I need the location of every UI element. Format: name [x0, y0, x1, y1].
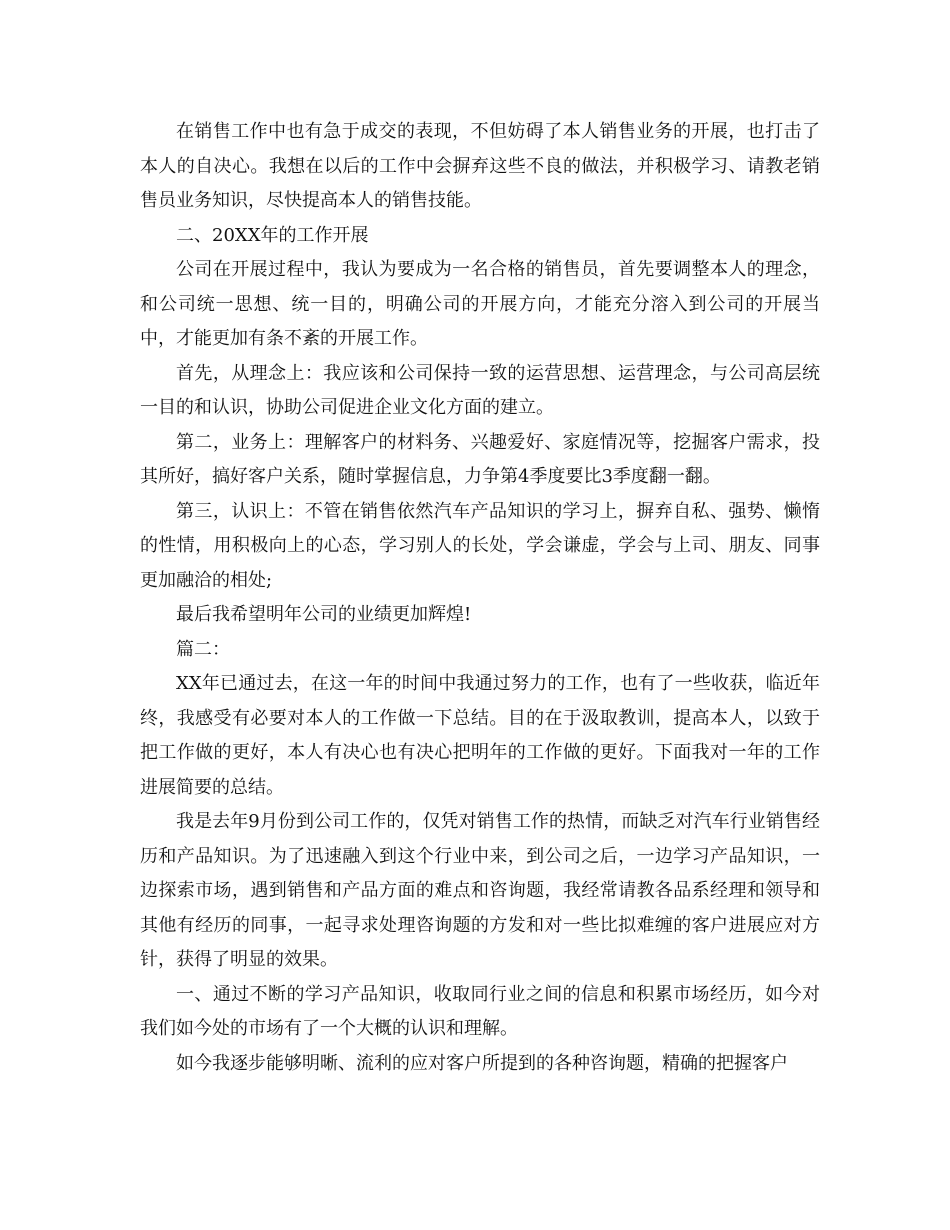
paragraph-3: 公司在开展过程中，我认为要成为一名合格的销售员，首先要调整本人的理念，和公司统一思想、统一目的，明确公司的开展方向，才能充分溶入到公司的开展当中，才能更加有条不紊的开展工作。: [140, 259, 820, 349]
paragraph-9: XX年已通过去，在这一年的时间中我通过努力的工作，也有了一些收获，临近年终，我感受有必要对本人的工作做一下总结。目的在于汲取教训，提高本人，以致于把工作做的更好，本人有决心也有决心把明年的工作做的更好。下面我对一年的工作进展简要的总结。: [140, 673, 820, 798]
paragraph-10: 我是去年9月份到公司工作的，仅凭对销售工作的热情，而缺乏对汽车行业销售经历和产品知识。为了迅速融入到这个行业中来，到公司之后，一边学习产品知识，一边探索市场，遇到销售和产品方面的难点和咨询题，我经常请教各品系经理和领导和其他有经历的同事，一起寻求处理咨询题的方发和对一些比拟难缠的客户进展应对方针，获得了明显的效果。: [140, 811, 820, 970]
document-body: [140, 115, 820, 1081]
paragraph-7: 最后我希望明年公司的业绩更加辉煌!: [176, 604, 472, 625]
paragraph-5: 第二，业务上：理解客户的材料务、兴趣爱好、家庭情况等，挖掘客户需求，投其所好，搞好客户关系，随时掌握信息，力争第4季度要比3季度翻一翻。: [140, 431, 820, 487]
paragraph-6: 第三，认识上：不管在销售依然汽车产品知识的学习上，摒弃自私、强势、懒惰的性情，用积极向上的心态，学习别人的长处，学会谦虚，学会与上司、朋友、同事更加融洽的相处;: [140, 500, 820, 591]
paragraph-11: 一、通过不断的学习产品知识，收取同行业之间的信息和积累市场经历，如今对我们如今处的市场有了一个大概的认识和理解。: [140, 983, 820, 1039]
section-heading-2: 二、20XX年的工作开展: [176, 224, 369, 246]
paragraph-1: 在销售工作中也有急于成交的表现，不但妨碍了本人销售业务的开展，也打击了本人的自决心。我想在以后的工作中会摒弃这些不良的做法，并积极学习、请教老销售员业务知识，尽快提高本人的销售技能。: [140, 121, 820, 211]
paragraph-4: 首先，从理念上：我应该和公司保持一致的运营思想、运营理念，与公司高层统一目的和认识，协助公司促进企业文化方面的建立。: [140, 362, 820, 418]
paragraph-12: 如今我逐步能够明晰、流利的应对客户所提到的各种咨询题，精确的把握客户: [176, 1052, 788, 1074]
section-heading-8: 篇二：: [176, 638, 230, 660]
